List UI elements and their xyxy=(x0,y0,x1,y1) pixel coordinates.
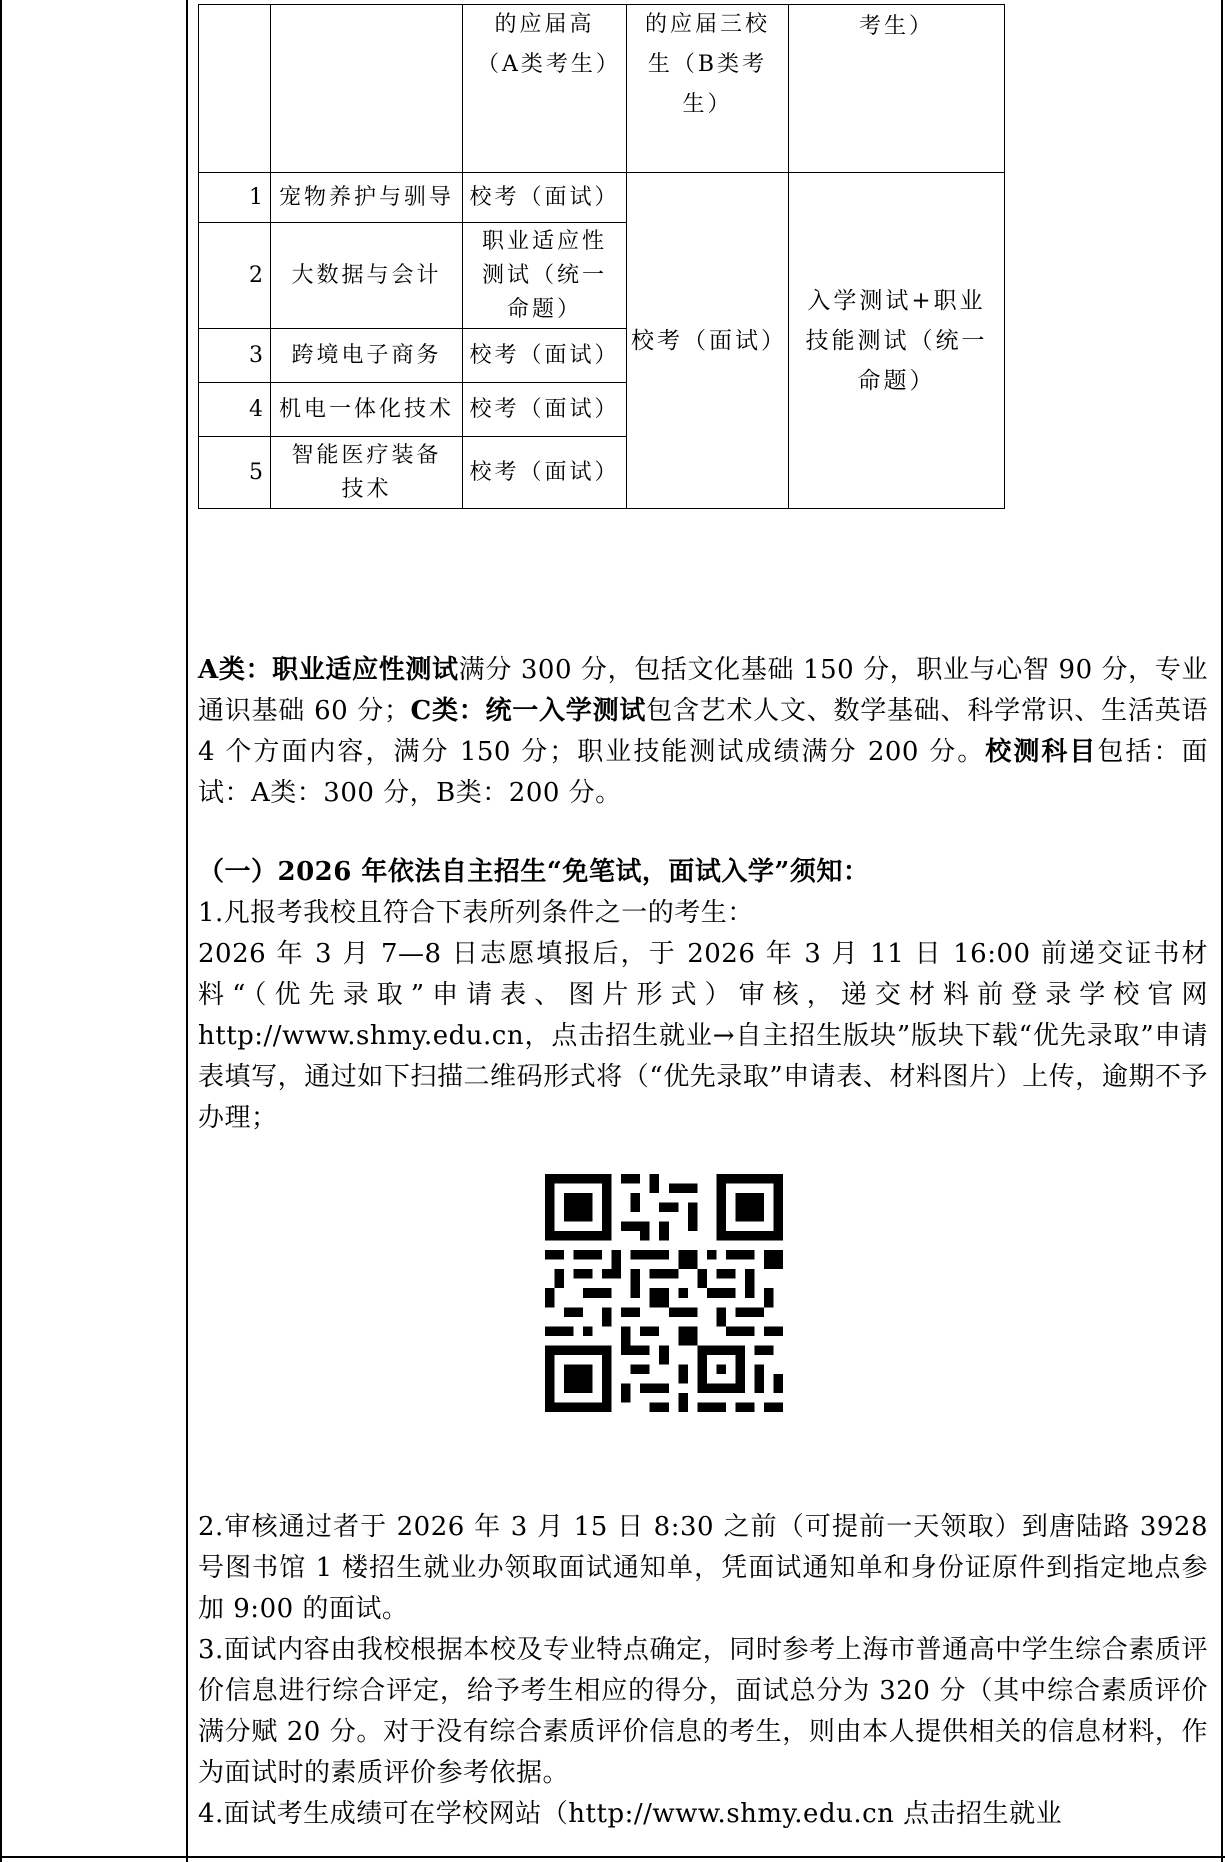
c-class-label: C类： xyxy=(410,696,486,726)
table-row xyxy=(199,173,1005,223)
header-c-class: 考生） xyxy=(789,5,1005,173)
row-major: 宠物养护与驯导 xyxy=(271,173,463,223)
scores-paragraph xyxy=(198,650,1208,814)
section-heading: （一）2026 年依法自主招生“免笔试，面试入学”须知： xyxy=(198,857,870,887)
row-number: 1 xyxy=(199,173,271,223)
admission-table xyxy=(198,4,1005,509)
header-a-class: 的应届高（A类考生） xyxy=(463,5,627,173)
page-border-left xyxy=(0,0,2,1862)
school-test-label: 校测科目 xyxy=(985,737,1098,767)
row-number: 3 xyxy=(199,329,271,383)
c-class-description: 包含艺术人文、数学基础、科学常识、生活英语 4 个方面内容，满分 150 分；职业技能测试成绩满分 200 分。 xyxy=(198,696,1208,767)
a-class-description: 满分 300 分，包括文化基础 150 分，职业与心智 90 分，专业通识基础 60 分； xyxy=(198,655,1208,726)
row-number: 4 xyxy=(199,383,271,437)
c-exam-merged: 入学测试+职业技能测试（统一命题） xyxy=(789,173,1005,509)
header-empty-num xyxy=(199,5,271,173)
row-a-exam: 校考（面试） xyxy=(463,173,627,223)
notice-section xyxy=(198,852,1208,1139)
row-a-exam: 校考（面试） xyxy=(463,329,627,383)
row-a-exam: 职业适应性测试（统一命题） xyxy=(463,223,627,329)
header-empty-major xyxy=(271,5,463,173)
notice-continuation xyxy=(198,1507,1208,1835)
row-major: 智能医疗装备技术 xyxy=(271,437,463,509)
item-4: 4.面试考生成绩可在学校网站（http://www.shmy.edu.cn 点击招生就业 xyxy=(198,1799,1063,1829)
page-border-bottom xyxy=(0,1856,1225,1858)
header-b-class: 的应届三校生（B类考生） xyxy=(627,5,789,173)
row-major: 大数据与会计 xyxy=(271,223,463,329)
row-number: 2 xyxy=(199,223,271,329)
item-1-body: 2026 年 3 月 7—8 日志愿填报后，于 2026 年 3 月 11 日 16:00 前递交证书材料“（优先录取”申请表、图片形式）审核，递交材料前登录学校官网 http://www.shmy.edu.cn，点击招生就业→自主招生版块”版块下载“优先录取”申请表填写，通过如下扫描二维码形式将（“优先录取”申请表、材料图片）上传，逾期不予办理； xyxy=(198,939,1208,1133)
row-a-exam: 校考（面试） xyxy=(463,437,627,509)
item-2: 2.审核通过者于 2026 年 3 月 15 日 8:30 之前（可提前一天领取）到唐陆路 3928 号图书馆 1 楼招生就业办领取面试通知单，凭面试通知单和身份证原件到指定地点参加 9:00 的面试。 xyxy=(198,1512,1208,1624)
column-divider xyxy=(186,0,188,1862)
b-exam-merged: 校考（面试） xyxy=(627,173,789,509)
a-class-label: A类： xyxy=(198,655,273,685)
c-class-test-name: 统一入学测试 xyxy=(485,696,647,726)
row-a-exam: 校考（面试） xyxy=(463,383,627,437)
item-1-title: 1.凡报考我校且符合下表所列条件之一的考生： xyxy=(198,898,754,928)
item-3: 3.面试内容由我校根据本校及专业特点确定，同时参考上海市普通高中学生综合素质评价信息进行综合评定，给予考生相应的得分，面试总分为 320 分（其中综合素质评价满分赋 20 分。对于没有综合素质评价信息的考生，则由本人提供相关的信息材料，作为面试时的素质评价参考依据。 xyxy=(198,1635,1208,1788)
qr-code-icon[interactable] xyxy=(545,1174,783,1412)
table-header-row xyxy=(199,5,1005,173)
school-test-description: 包括：面试：A类：300 分，B类：200 分。 xyxy=(198,737,1208,808)
a-class-test-name: 职业适应性测试 xyxy=(272,655,459,685)
row-major: 跨境电子商务 xyxy=(271,329,463,383)
row-number: 5 xyxy=(199,437,271,509)
row-major: 机电一体化技术 xyxy=(271,383,463,437)
page-border-right xyxy=(1221,0,1223,1862)
